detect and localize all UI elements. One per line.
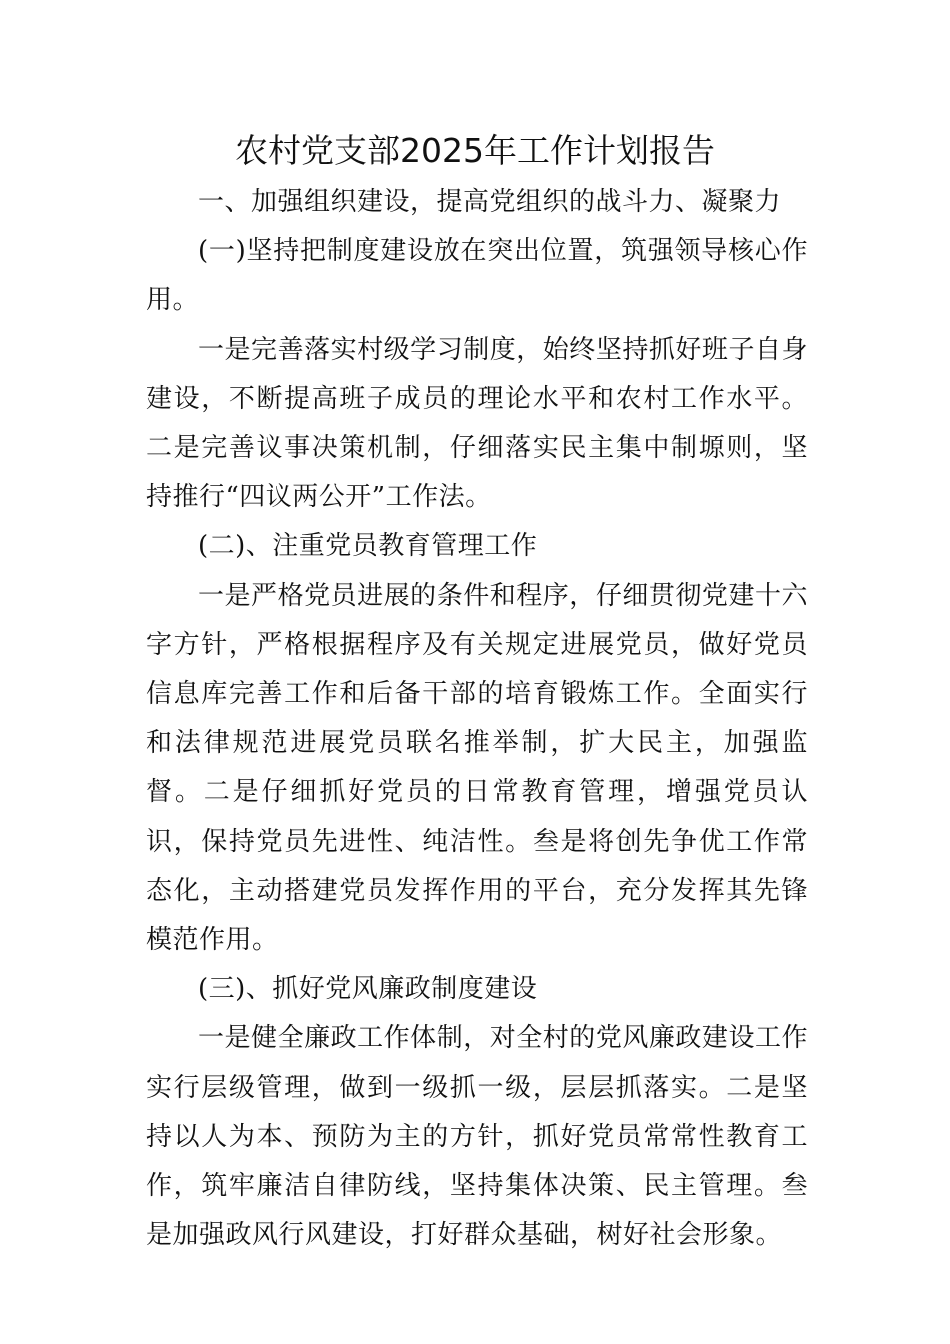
paragraph-1: 一是完善落实村级学习制度，始终坚持抓好班子自身建设，不断提高班子成员的理论水平和农村工作水平。二是完善议事决策机制，仔细落实民主集中制塬则，坚持推行“四议两公开”工作法。 <box>146 334 808 513</box>
subsection-heading-3: (三)、抓好党风廉政制度建设 <box>198 974 538 1005</box>
section-heading-1: 一、加强组织建设，提高党组织的战斗力、凝聚力 <box>198 187 782 217</box>
document-title: 农村党支部2025年工作计划报告 <box>235 131 715 170</box>
document-body <box>146 178 808 1260</box>
paragraph-3: 一是健全廉政工作体制，对全村的党风廉政建设工作实行层级管理，做到一级抓一级，层层抓落实。二是坚持以人为本、预防为主的方针，抓好党员常常性教育工作，筑牢廉洁自律防线，坚持集体决策、民主管理。叁是加强政风行风建设，打好群众基础，树好社会形象。 <box>146 1023 808 1251</box>
subsection-heading-1: (一)坚持把制度建设放在突出位置，筑强领导核心作用。 <box>146 236 808 316</box>
subsection-heading-2: (二)、注重党员教育管理工作 <box>198 531 538 562</box>
paragraph-2: 一是严格党员进展的条件和程序，仔细贯彻党建十六字方针，严格根据程序及有关规定进展党员，做好党员信息库完善工作和后备干部的培育锻炼工作。全面实行和法律规范进展党员联名推举制，扩大民主，加强监督。二是仔细抓好党员的日常教育管理，增强党员认识，保持党员先进性、纯洁性。叁是将创先争优工作常态化，主动搭建党员发挥作用的平台，充分发挥其先锋模范作用。 <box>146 580 808 956</box>
